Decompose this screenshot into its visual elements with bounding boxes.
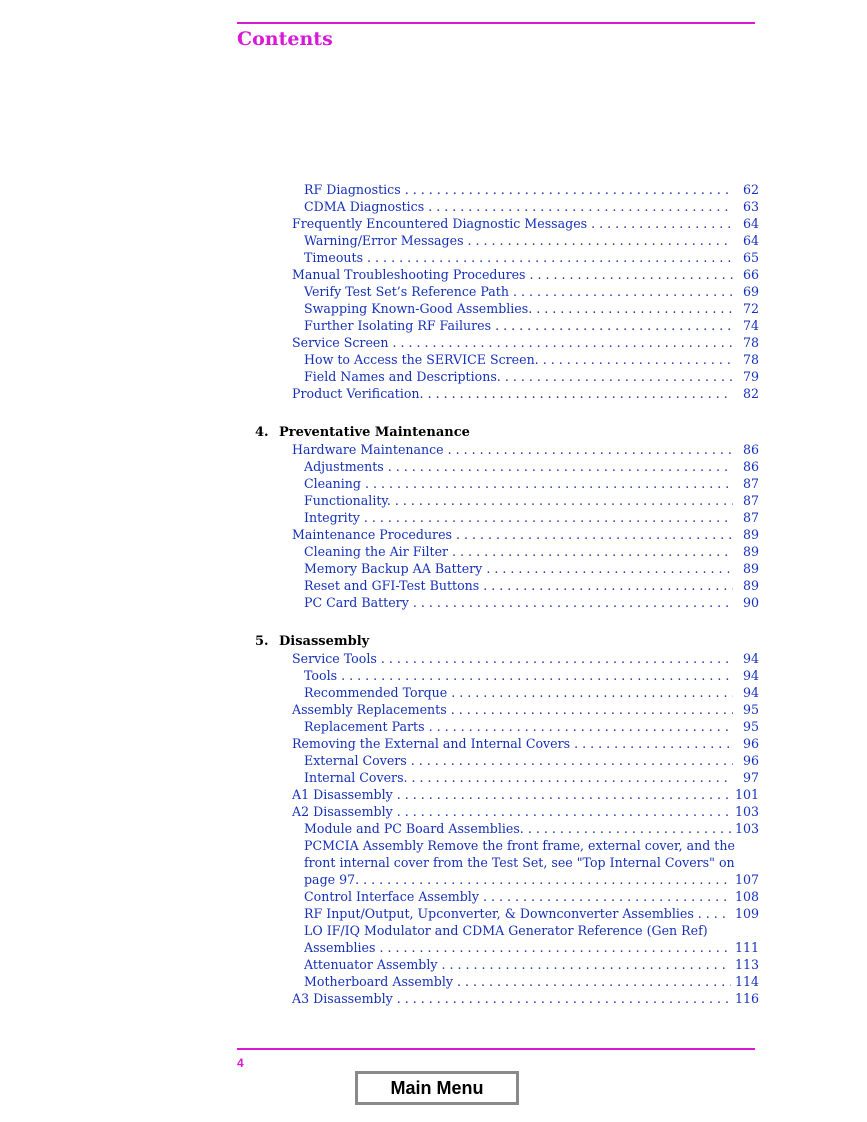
top-rule bbox=[237, 22, 755, 24]
main-menu-button[interactable]: Main Menu bbox=[355, 1071, 519, 1105]
toc-entry[interactable]: Assembly Replacements . . . 95 bbox=[292, 701, 759, 718]
toc-entry[interactable]: Integrity . . . 87 bbox=[304, 509, 759, 526]
chapter-heading[interactable]: 4. Preventative Maintenance bbox=[255, 425, 470, 440]
toc-entry[interactable]: RF Input/Output, Upconverter, & Downconverter Assemblies . . . 109 bbox=[304, 905, 759, 922]
toc-entry[interactable]: How to Access the SERVICE Screen. . . . 78 bbox=[304, 351, 759, 368]
toc-entry[interactable]: A3 Disassembly . . . 116 bbox=[292, 990, 759, 1007]
toc-entry[interactable]: A1 Disassembly . . . 101 bbox=[292, 786, 759, 803]
chapter-heading[interactable]: 5. Disassembly bbox=[255, 634, 370, 649]
toc-entry[interactable]: Timeouts . . . 65 bbox=[304, 249, 759, 266]
toc-entry[interactable]: Control Interface Assembly . . . 108 bbox=[304, 888, 759, 905]
toc-entry[interactable]: Cleaning the Air Filter . . . 89 bbox=[304, 543, 759, 560]
toc-entry[interactable]: Field Names and Descriptions. . . . 79 bbox=[304, 368, 759, 385]
toc-entry[interactable]: Swapping Known-Good Assemblies. . . . 72 bbox=[304, 300, 759, 317]
toc-entry[interactable]: Memory Backup AA Battery . . . 89 bbox=[304, 560, 759, 577]
bottom-rule bbox=[237, 1048, 755, 1050]
toc-entry[interactable]: Adjustments . . . 86 bbox=[304, 458, 759, 475]
toc-entry[interactable]: Reset and GFI-Test Buttons . . . 89 bbox=[304, 577, 759, 594]
toc-entry[interactable]: page 97. . . . 107 bbox=[304, 871, 759, 888]
toc-entry[interactable]: Internal Covers. . . . 97 bbox=[304, 769, 759, 786]
toc-entry[interactable]: Warning/Error Messages . . . 64 bbox=[304, 232, 759, 249]
toc-entry[interactable]: Cleaning . . . 87 bbox=[304, 475, 759, 492]
toc-entry[interactable]: Product Verification. . . . 82 bbox=[292, 385, 759, 402]
toc-entry[interactable]: Hardware Maintenance . . . 86 bbox=[292, 441, 759, 458]
toc-entry-wrapped-line[interactable]: front internal cover from the Test Set, see "Top Internal Covers" on bbox=[304, 855, 735, 870]
toc-entry[interactable]: Service Tools . . . 94 bbox=[292, 650, 759, 667]
toc-entry[interactable]: RF Diagnostics . . . 62 bbox=[304, 181, 759, 198]
toc-entry[interactable]: Service Screen . . . 78 bbox=[292, 334, 759, 351]
toc-entry[interactable]: External Covers . . . 96 bbox=[304, 752, 759, 769]
toc-entry[interactable]: A2 Disassembly . . . 103 bbox=[292, 803, 759, 820]
toc-entry[interactable]: Assemblies . . . 111 bbox=[304, 939, 759, 956]
toc-entry[interactable]: Manual Troubleshooting Procedures . . . 66 bbox=[292, 266, 759, 283]
toc-entry[interactable]: Functionality. . . . 87 bbox=[304, 492, 759, 509]
page-number: 4 bbox=[237, 1056, 244, 1070]
toc-entry[interactable]: Replacement Parts . . . 95 bbox=[304, 718, 759, 735]
toc-entry[interactable]: Maintenance Procedures . . . 89 bbox=[292, 526, 759, 543]
toc-entry[interactable]: Attenuator Assembly . . . 113 bbox=[304, 956, 759, 973]
toc-entry[interactable]: Module and PC Board Assemblies. . . . 103 bbox=[304, 820, 759, 837]
toc-entry[interactable]: Verify Test Set’s Reference Path . . . 69 bbox=[304, 283, 759, 300]
toc-entry-wrapped-line[interactable]: PCMCIA Assembly Remove the front frame, external cover, and the bbox=[304, 838, 735, 853]
toc-entry[interactable]: Removing the External and Internal Covers . . . 96 bbox=[292, 735, 759, 752]
page-title: Contents bbox=[237, 28, 333, 50]
toc-entry[interactable]: PC Card Battery . . . 90 bbox=[304, 594, 759, 611]
toc-entry[interactable]: Tools . . . 94 bbox=[304, 667, 759, 684]
toc-entry[interactable]: CDMA Diagnostics . . . 63 bbox=[304, 198, 759, 215]
toc-entry[interactable]: Motherboard Assembly . . . 114 bbox=[304, 973, 759, 990]
toc-entry[interactable]: Frequently Encountered Diagnostic Messages . . . 64 bbox=[292, 215, 759, 232]
toc-entry[interactable]: Further Isolating RF Failures . . . 74 bbox=[304, 317, 759, 334]
toc-entry-wrapped-line[interactable]: LO IF/IQ Modulator and CDMA Generator Reference (Gen Ref) bbox=[304, 923, 708, 938]
toc-entry[interactable]: Recommended Torque . . . 94 bbox=[304, 684, 759, 701]
